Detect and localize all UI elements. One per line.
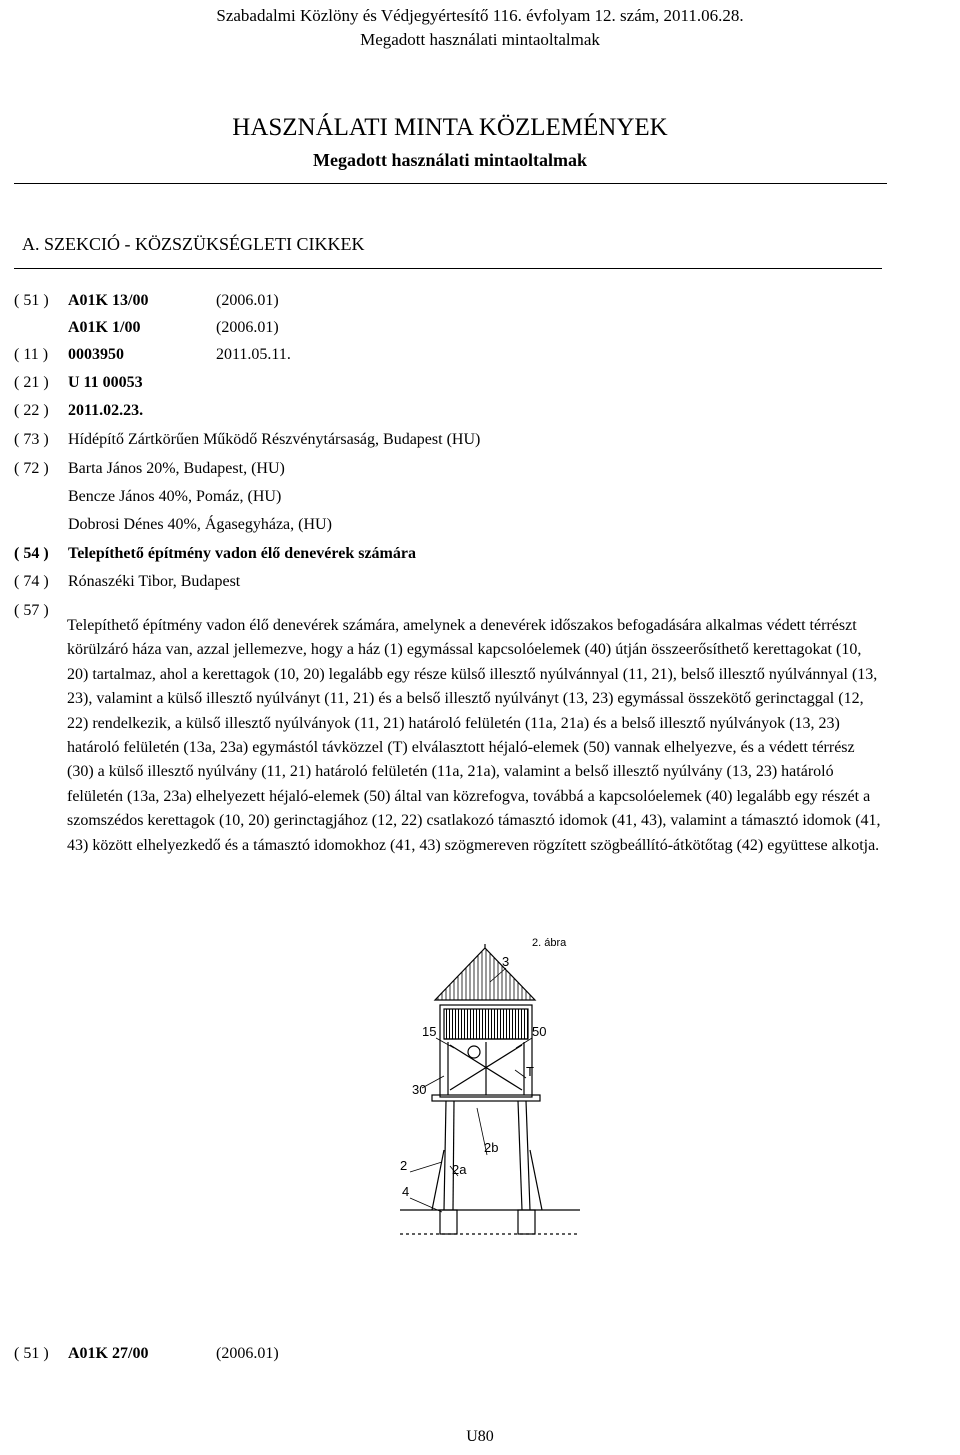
inventor-2: Bencze János 40%, Pomáz, (HU): [68, 488, 282, 505]
field-57-code: ( 57 ): [14, 602, 49, 619]
label-2: 2: [400, 1158, 408, 1173]
section-subtitle: Megadott használati mintaoltalmak: [313, 150, 587, 170]
next-ipc-class: A01K 27/00: [68, 1345, 149, 1362]
inventor-3: Dobrosi Dénes 40%, Ágasegyháza, (HU): [68, 516, 332, 533]
field-51-code: ( 51 ): [14, 292, 49, 309]
ipc-class-1-date: (2006.01): [216, 292, 279, 309]
abstract-text: Telepíthető építmény vadon élő denevérek számára, amelynek a denevérek időszakos befogadására alkalmas védett térrészt körülzáró háza van, azzal jellemezve, hogy a ház (1) egymással kapcsolóelemek (40) útján összeerősíthető kerettagokat (10, 20) tartalmaz, ahol a kerettagok (10, 20) legalább egy része külső illesztő nyúlvánnyal (11, 21), belső illesztő nyúlvánnyal (13, 23), valamint a külső illesztő nyúlványt (11, 21) és a belső illesztő nyúlványt (13, 23) egymással összekötő gerinctaggal (12, 22) rendelkezik, a külső illesztő nyúlványok (11, 21) határoló felületén (11a, 21a) és a belső illesztő nyúlványok (13, 23) határoló felületén (13a, 23a) egymástól távközzel (T) elválasztott héjaló-elemek (50) vannak elhelyezve, és a védett térrész (30) a külső illesztő nyúlvány (11, 21) határoló felületén (11a, 21a), valamint a belső illesztő nyúlvány (13, 23) határoló felületén (13a, 23a) elhelyezett héjaló-elemek (50) által van közrefogva, továbbá a kapcsolóelemek (40) legalább egy részét a szomszédos kerettagok (10, 20) gerinctagjához (12, 22) csatlakozó támasztó idomok (41, 43), valamint a támasztó idomok (41, 43) között elhelyezkedő és a támasztó idomokhoz (41, 43) szögmereven rögzített szögbeállító-átkötőtag (42) együttese alkotja.: [67, 617, 881, 854]
page-number: U80: [466, 1428, 494, 1445]
figure-caption: 2. ábra: [532, 937, 567, 949]
label-15: 15: [422, 1024, 437, 1039]
divider-top: [14, 183, 887, 184]
field-21-code: ( 21 ): [14, 374, 49, 391]
field-54-code: ( 54 ): [14, 545, 49, 562]
label-2b: 2b: [484, 1140, 499, 1155]
label-T: T: [526, 1064, 534, 1079]
label-2a: 2a: [452, 1162, 467, 1177]
filing-date: 2011.02.23.: [68, 402, 144, 419]
label-30: 30: [412, 1082, 427, 1097]
section-heading: A. SZEKCIÓ - KÖZSZÜKSÉGLETI CIKKEK: [22, 234, 365, 254]
field-72-code: ( 72 ): [14, 460, 49, 477]
field-73-code: ( 73 ): [14, 431, 49, 448]
next-ipc-date: (2006.01): [216, 1345, 279, 1362]
application-number: U 11 00053: [68, 374, 143, 391]
section-title: HASZNÁLATI MINTA KÖZLEMÉNYEK: [232, 114, 668, 141]
running-header-subtitle: Megadott használati mintaoltalmak: [360, 30, 600, 49]
divider-section: [14, 268, 882, 269]
label-4: 4: [402, 1184, 410, 1199]
ipc-class-2-date: (2006.01): [216, 319, 279, 336]
label-50: 50: [532, 1024, 547, 1039]
field-11-code: ( 11 ): [14, 346, 49, 363]
label-3: 3: [502, 954, 510, 969]
ipc-class-2: A01K 1/00: [68, 319, 141, 336]
bat-tower-drawing: [340, 930, 640, 1270]
running-header-title: Szabadalmi Közlöny és Védjegyértesítő 116. évfolyam 12. szám, 2011.06.28.: [216, 6, 744, 25]
tower-outline: [400, 944, 580, 1234]
field-22-code: ( 22 ): [14, 402, 49, 419]
registration-number: 0003950: [68, 346, 124, 363]
registration-date: 2011.05.11.: [216, 346, 291, 363]
invention-title: Telepíthető építmény vadon élő denevérek számára: [68, 545, 416, 562]
owner: Hídépítő Zártkörűen Működő Részvénytársaság, Budapest (HU): [68, 431, 481, 448]
inventor-1: Barta János 20%, Budapest, (HU): [68, 460, 285, 477]
representative: Rónaszéki Tibor, Budapest: [68, 573, 241, 590]
ipc-class-1: A01K 13/00: [68, 292, 149, 309]
field-74-code: ( 74 ): [14, 573, 49, 590]
next-field-51-code: ( 51 ): [14, 1345, 49, 1362]
